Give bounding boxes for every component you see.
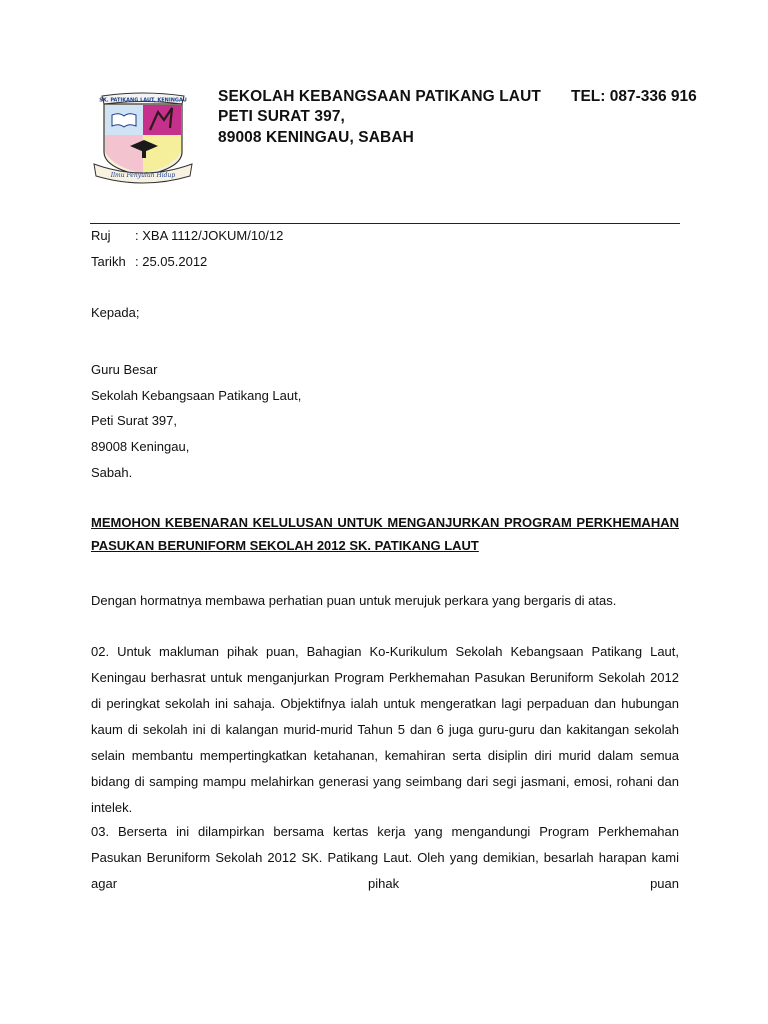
reference-value: : XBA 1112/JOKUM/10/12 [135, 228, 284, 243]
paragraph-02: 02. Untuk makluman pihak puan, Bahagian Ko-Kurikulum Sekolah Kebangsaan Patikang Laut, Keningau berhasrat untuk menganjurkan Program Perkhemahan Pasukan Beruniform Sekolah 2012 di peringkat sekolah ini sahaja. Objektifnya ialah untuk mengeratkan lagi perpaduan dan hubungan kaum di sekolah ini di kalangan murid-murid Tahun 5 dan 6 juga guru-guru dan kakitangan sekolah selain membantu mempertingkatkan ketahanan, kemahiran serta disiplin diri murid dalam semua bidang di samping mampu melahirkan generasi yang seimbang dari segi jasmani, emosi, rohani dan intelek. [91, 644, 679, 815]
subject-line2: PASUKAN BERUNIFORM SEKOLAH 2012 SK. PATIKANG LAUT [91, 538, 479, 553]
school-name: SEKOLAH KEBANGSAAN PATIKANG LAUT [218, 88, 541, 105]
school-crest-icon [92, 90, 194, 190]
salutation: Kepada; [91, 305, 140, 320]
school-address-line1: PETI SURAT 397, [218, 108, 345, 125]
svg-text:SK. PATIKANG LAUT, KENINGAU: SK. PATIKANG LAUT, KENINGAU [99, 97, 187, 104]
recipient-po-box: Peti Surat 397, [91, 413, 177, 429]
date-row [91, 254, 207, 269]
subject-line1: MEMOHON KEBENARAN KELULUSAN UNTUK MENGANJURKAN PROGRAM PERKHEMAHAN [91, 515, 679, 530]
svg-text:Ilmu Penyuluh Hidup: Ilmu Penyuluh Hidup [110, 172, 176, 179]
reference-row [91, 228, 283, 243]
date-value: : 25.05.2012 [135, 254, 208, 269]
opening-paragraph: Dengan hormatnya membawa perhatian puan untuk merujuk perkara yang bergaris di atas. [91, 593, 617, 608]
school-telephone: TEL: 087-336 916 [571, 88, 697, 105]
school-address-line2: 89008 KENINGAU, SABAH [218, 129, 414, 146]
paragraph-03: 03. Berserta ini dilampirkan bersama kertas kerja yang mengandungi Program Perkhemahan Pasukan Beruniform Sekolah 2012 SK. Patikang Laut. Oleh yang demikian, besarlah harapan kami agar pihak puan [91, 824, 679, 891]
recipient-title: Guru Besar [91, 362, 158, 377]
letter-subject [91, 511, 679, 557]
reference-label: Ruj [91, 228, 111, 243]
recipient-postcode-city: 89008 Keningau, [91, 439, 190, 455]
date-label: Tarikh [91, 254, 126, 269]
recipient-address [91, 357, 301, 486]
recipient-state: Sabah. [91, 464, 133, 480]
recipient-school: Sekolah Kebangsaan Patikang Laut, [91, 387, 302, 403]
header-divider [90, 223, 680, 224]
